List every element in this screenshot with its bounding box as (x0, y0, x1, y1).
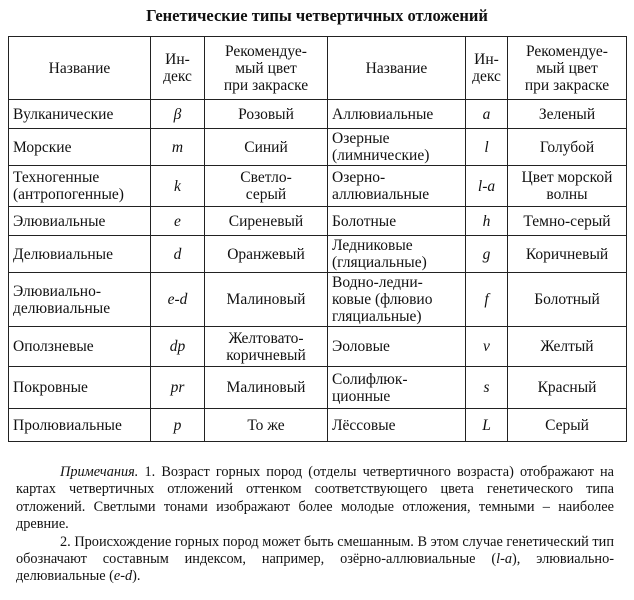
note-2-index: l-a (496, 551, 513, 568)
type-index: v (466, 327, 508, 367)
table-row (9, 129, 627, 166)
header-name: Название (328, 37, 466, 100)
type-name: Морские (9, 129, 151, 166)
type-color: Сиреневый (205, 207, 328, 236)
type-color: Малиновый (205, 367, 328, 409)
note-2-text: ), элювиально-делювиальные ( (16, 551, 614, 585)
header-name: Название (9, 37, 151, 100)
type-index: g (466, 236, 508, 273)
notes-label: Примечания. (60, 464, 139, 480)
type-index: p (151, 409, 205, 442)
table-row (9, 367, 627, 409)
genetic-types-table (8, 36, 627, 442)
table-row (9, 327, 627, 367)
type-color: Оранжевый (205, 236, 328, 273)
type-index: s (466, 367, 508, 409)
type-color: Желтый (508, 327, 627, 367)
header-color: Рекомендуе- мый цвет при закраске (205, 37, 328, 100)
note-2 (16, 534, 614, 586)
note-2-index: e-d (113, 568, 133, 585)
type-index: l (466, 129, 508, 166)
type-index: h (466, 207, 508, 236)
type-color: Болотный (508, 273, 627, 327)
type-name: Эоловые (328, 327, 466, 367)
type-index: d (151, 236, 205, 273)
type-color: Желтовато- коричневый (205, 327, 328, 367)
type-index: k (151, 166, 205, 207)
type-index: m (151, 129, 205, 166)
table-row (9, 236, 627, 273)
type-name: Вулканические (9, 100, 151, 129)
type-index: pr (151, 367, 205, 409)
type-index: e-d (151, 273, 205, 327)
type-index: f (466, 273, 508, 327)
type-index: L (466, 409, 508, 442)
table-row (9, 409, 627, 442)
type-index: e (151, 207, 205, 236)
notes (16, 464, 614, 586)
type-color: То же (205, 409, 328, 442)
type-color: Красный (508, 367, 627, 409)
note-2-text: ). (132, 568, 141, 585)
type-name: Пролювиальные (9, 409, 151, 442)
type-color: Голубой (508, 129, 627, 166)
type-color: Серый (508, 409, 627, 442)
type-color: Малиновый (205, 273, 328, 327)
header-index: Ин- декс (466, 37, 508, 100)
type-name: Солифлюк- ционные (328, 367, 466, 409)
type-name: Элювиальные (9, 207, 151, 236)
header-row (9, 37, 627, 100)
type-color: Цвет морской волны (508, 166, 627, 207)
type-color: Зеленый (508, 100, 627, 129)
table-row (9, 166, 627, 207)
type-index: dp (151, 327, 205, 367)
type-color: Розовый (205, 100, 328, 129)
type-name: Делювиальные (9, 236, 151, 273)
type-color: Коричневый (508, 236, 627, 273)
type-name: Ледниковые (гляциальные) (328, 236, 466, 273)
note-1-text: 1. Возраст горных пород (отделы четвертичного возраста) отображают на картах четвертичных отложений оттенком соответствующего цвета генетического типа отложений. Светлыми тонами изображают более молодые отложения, темными – наиболее древние. (16, 464, 614, 533)
table-row (9, 207, 627, 236)
type-name: Аллювиальные (328, 100, 466, 129)
type-name: Озерно- аллювиальные (328, 166, 466, 207)
type-name: Лёссовые (328, 409, 466, 442)
type-name: Элювиально- делювиальные (9, 273, 151, 327)
type-color: Темно-серый (508, 207, 627, 236)
page-title: Генетические типы четвертичных отложений (146, 6, 488, 25)
type-name: Оползневые (9, 327, 151, 367)
type-name: Техногенные (антропогенные) (9, 166, 151, 207)
type-index: β (151, 100, 205, 129)
table-row (9, 100, 627, 129)
type-name: Озерные (лимнические) (328, 129, 466, 166)
type-color: Светло- серый (205, 166, 328, 207)
note-2-text: 2. Происхождение горных пород может быть смешанным. В этом случае генетический тип обозначают составным индексом, например, озёрно-аллювиальные ( (16, 533, 614, 568)
type-name: Водно-ледни- ковые (флювио гляциальные) (328, 273, 466, 327)
table-row (9, 273, 627, 327)
header-index: Ин- декс (151, 37, 205, 100)
type-name: Покровные (9, 367, 151, 409)
type-name: Болотные (328, 207, 466, 236)
type-index: l-a (466, 166, 508, 207)
type-color: Синий (205, 129, 328, 166)
type-index: a (466, 100, 508, 129)
header-color: Рекомендуе- мый цвет при закраске (508, 37, 627, 100)
note-1 (16, 464, 614, 534)
